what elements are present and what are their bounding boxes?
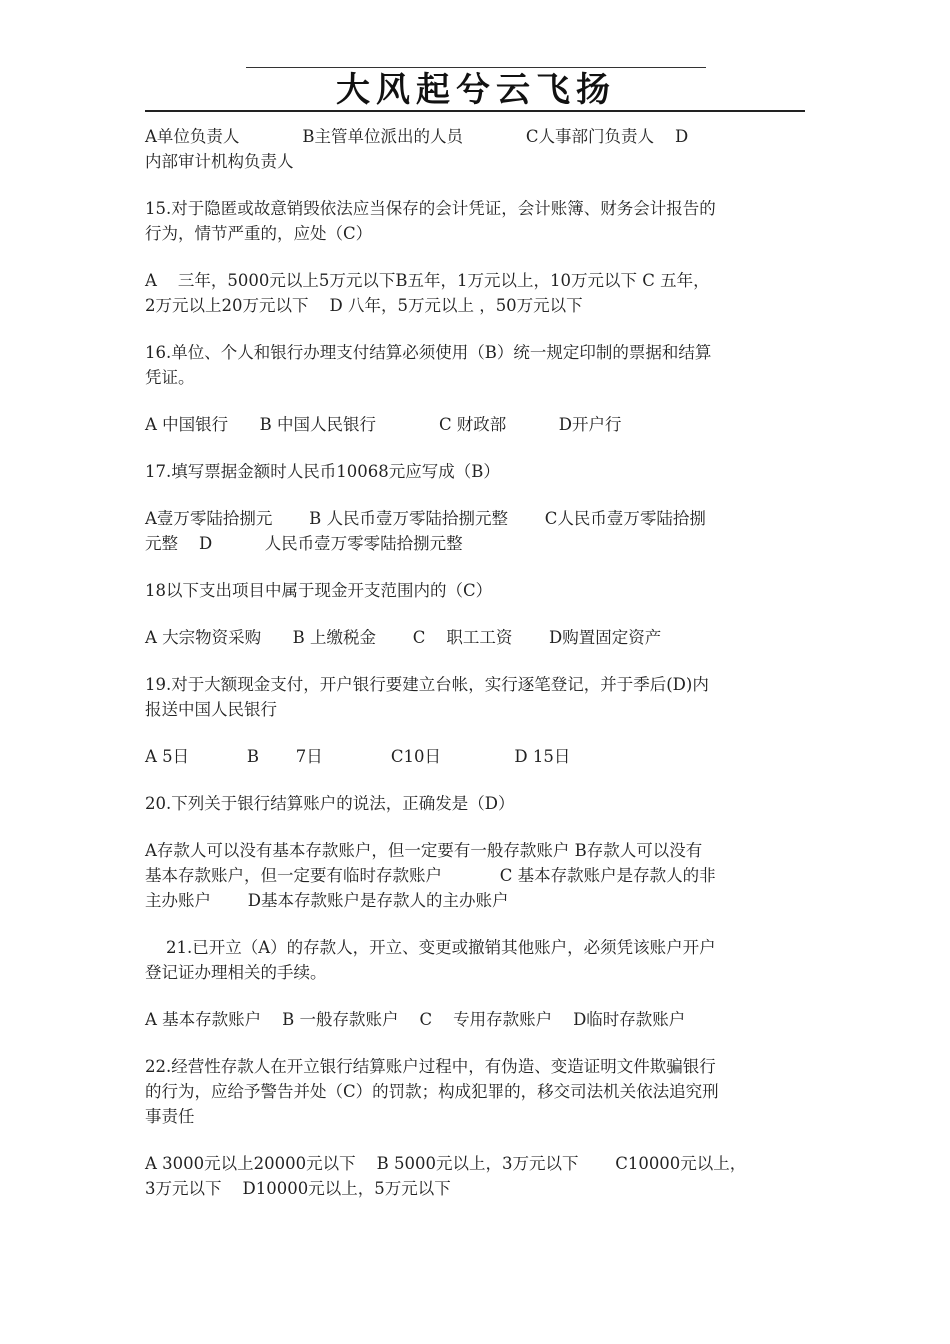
answer-options-14: A单位负责人 B主管单位派出的人员 C人事部门负责人 D 内部审计机构负责人 — [145, 127, 689, 171]
answer-options-20: A存款人可以没有基本存款账户，但一定要有一般存款账户 B存款人可以没有 基本存款账户，但一定要有临时存款账户 C 基本存款账户是存款人的非 主办账户 D基本存款账户是存款人的主办账户 — [145, 841, 716, 910]
answer-options-15: A 三年，5000元以上5万元以下B五年，1万元以上，10万元以下 C 五年， 2万元以上20万元以下 D 八年，5万元以上 ，50万元以下 — [145, 271, 710, 315]
question-20: 20.下列关于银行结算账户的说法，正确发是（D） — [145, 794, 515, 813]
answer-options-22: A 3000元以上20000元以下 B 5000元以上，3万元以下 C10000元以上， 3万元以下 D10000元以上，5万元以下 — [145, 1154, 747, 1198]
answer-options-21: A 基本存款账户 B 一般存款账户 C 专用存款账户 D临时存款账户 — [145, 1010, 686, 1029]
question-21: 21.已开立（A）的存款人，开立、变更或撤销其他账户，必须凭该账户开户 登记证办理相关的手续。 — [145, 938, 716, 982]
answer-options-19: A 5日 B 7日 C10日 D 15日 — [145, 747, 571, 766]
document-body — [145, 124, 807, 1201]
question-22: 22.经营性存款人在开立银行结算账户过程中，有伪造、变造证明文件欺骗银行 的行为，应给予警告并处（C）的罚款；构成犯罪的，移交司法机关依法追究刑 事责任 — [145, 1057, 719, 1126]
question-16: 16.单位、个人和银行办理支付结算必须使用（B）统一规定印制的票据和结算 凭证。 — [145, 343, 712, 387]
question-19: 19.对于大额现金支付，开户银行要建立台帐，实行逐笔登记，并于季后(D)内 报送中国人民银行 — [145, 675, 709, 719]
question-15: 15.对于隐匿或故意销毁依法应当保存的会计凭证，会计账簿、财务会计报告的 行为，情节严重的，应处（C） — [145, 199, 716, 243]
header-top-rule — [246, 67, 706, 68]
header-banner: 大风起兮云飞扬 — [336, 70, 616, 110]
question-17: 17.填写票据金额时人民币10068元应写成（B） — [145, 462, 500, 481]
answer-options-16: A 中国银行 B 中国人民银行 C 财政部 D开户行 — [145, 415, 622, 434]
answer-options-17: A壹万零陆拾捌元 B 人民币壹万零陆拾捌元整 C人民币壹万零陆拾捌 元整 D 人民币壹万零零陆拾捌元整 — [145, 509, 706, 553]
answer-options-18: A 大宗物资采购 B 上缴税金 C 职工工资 D购置固定资产 — [145, 628, 662, 647]
question-18: 18以下支出项目中属于现金开支范围内的（C） — [145, 581, 493, 600]
header-bottom-rule — [145, 110, 805, 112]
